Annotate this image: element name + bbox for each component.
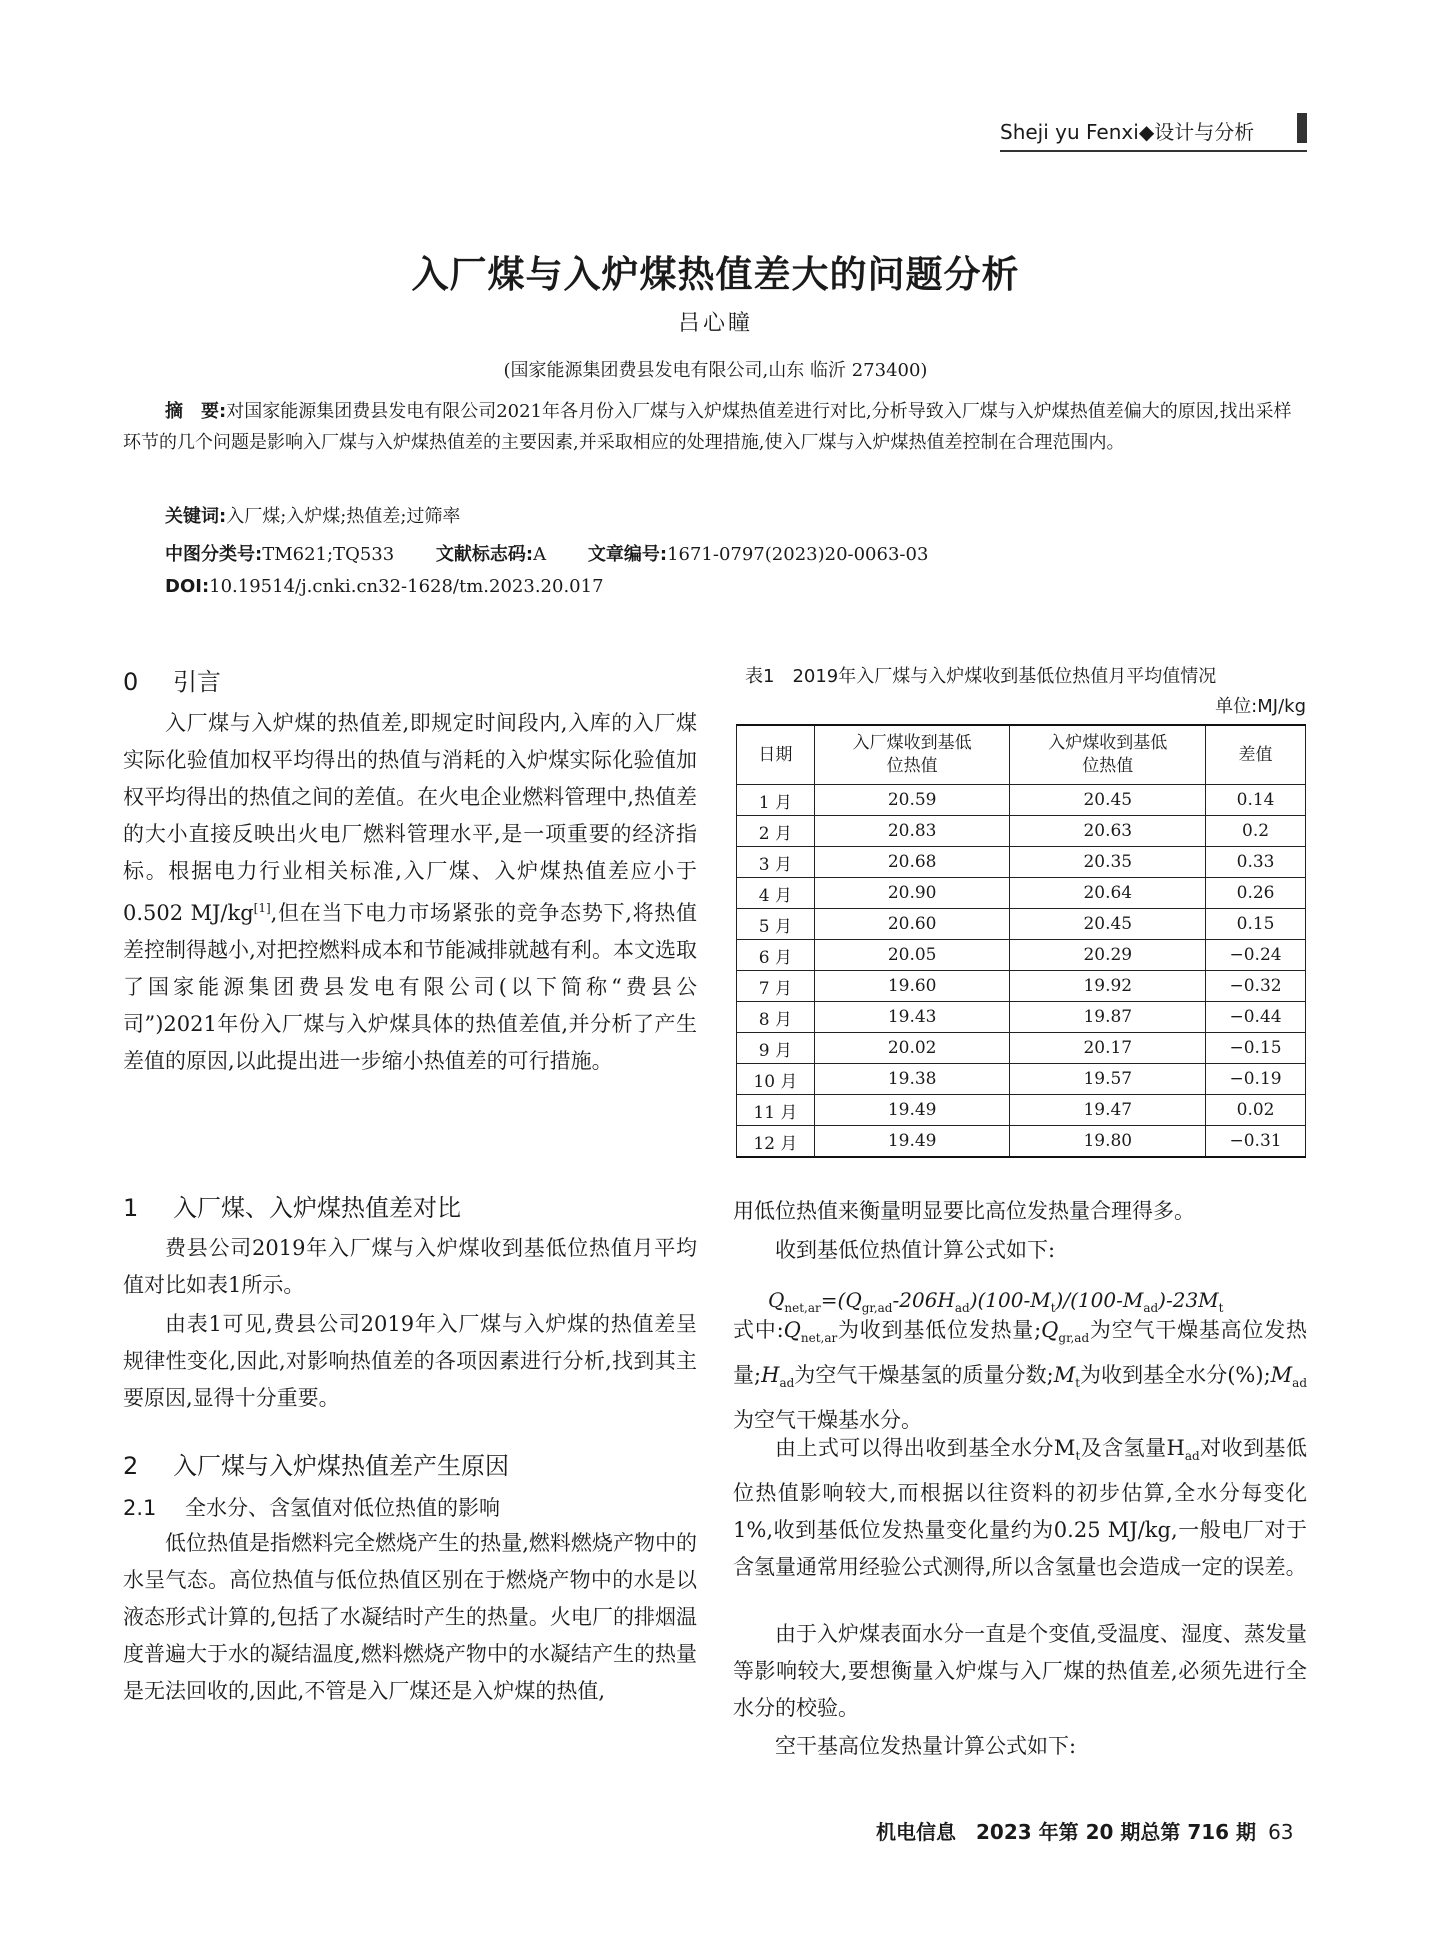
var-subscript: ad xyxy=(1184,1449,1200,1464)
value-cell: 19.49 xyxy=(814,1095,1010,1126)
diff-cell: −0.31 xyxy=(1206,1126,1306,1158)
table-row xyxy=(737,1002,1306,1033)
header-cell: 差值 xyxy=(1206,725,1306,785)
doc-code-value: A xyxy=(533,544,547,565)
table-row xyxy=(737,785,1306,816)
var-subscript: ad xyxy=(779,1376,795,1391)
formula-subscript: t xyxy=(1218,1301,1224,1315)
formula-part: )/(100-M xyxy=(1055,1288,1144,1312)
formula-part: )(100-M xyxy=(969,1288,1051,1312)
value-cell: 20.45 xyxy=(1010,909,1206,940)
var-subscript: t xyxy=(1075,1376,1081,1391)
header-cell: 入厂煤收到基低位热值 xyxy=(814,725,1010,785)
month-cell: 1 月 xyxy=(737,785,815,816)
table-unit: 单位:MJ/kg xyxy=(1215,696,1306,717)
formula-part: )-23M xyxy=(1158,1288,1219,1312)
month-cell: 6 月 xyxy=(737,940,815,971)
intro-text-b: ,但在当下电力市场紧张的竞争态势下,将热值差控制得越小,对把控燃料成本和节能减排就越有利。本文选取了国家能源集团费县发电有限公司(以下简称“费县公司”)2021年份入厂煤与入炉煤具体的热值差值,并分析了产生差值的原因,以此提出进一步缩小热值差的可行措施。 xyxy=(123,901,697,1073)
affiliation: (国家能源集团费县发电有限公司,山东 临沂 273400) xyxy=(503,360,928,381)
var-symbol: H xyxy=(761,1363,780,1388)
formula-symbol: Q xyxy=(768,1288,785,1312)
diff-cell: 0.15 xyxy=(1206,909,1306,940)
diff-cell: 0.14 xyxy=(1206,785,1306,816)
value-cell: 20.63 xyxy=(1010,816,1206,847)
var-desc: 为空气干燥基水分。 xyxy=(733,1408,922,1433)
article-title: 入厂煤与入炉煤热值差大的问题分析 xyxy=(411,253,1020,296)
section-name: 设计与分析 xyxy=(1154,120,1255,144)
value-cell: 20.02 xyxy=(814,1033,1010,1064)
value-cell: 20.59 xyxy=(814,785,1010,816)
section-1-paragraph-2: 由表1可见,费县公司2019年入厂煤与入炉煤的热值差呈规律性变化,因此,对影响热值差的各项因素进行分析,找到其主要原因,显得十分重要。 xyxy=(123,1312,697,1410)
formula-subscript: ad xyxy=(1143,1301,1159,1315)
value-cell: 19.49 xyxy=(814,1126,1010,1158)
var-desc: 为空气干燥基氢的质量分数; xyxy=(794,1363,1054,1388)
value-cell: 20.35 xyxy=(1010,847,1206,878)
var-subscript: gr,ad xyxy=(1058,1331,1090,1346)
section-number: 1 xyxy=(123,1194,139,1222)
citation-ref: [1] xyxy=(253,901,271,915)
var-subscript: t xyxy=(1075,1449,1081,1464)
diff-cell: 0.26 xyxy=(1206,878,1306,909)
abstract xyxy=(123,396,1307,458)
value-cell: 19.60 xyxy=(814,971,1010,1002)
page-number: 63 xyxy=(1268,1820,1294,1844)
var-symbol: Q xyxy=(1041,1318,1059,1342)
right-paragraph-5: 由于入炉煤表面水分一直是个变值,受温度、湿度、蒸发量等影响较大,要想衡量入炉煤与入厂煤的热值差,必须先进行全水分的校验。 xyxy=(733,1622,1307,1720)
text-part: 对收到基低位热值影响较大,而根据以往资料的初步估算,全水分每变化1%,收到基低位发热量变化量约为0.25 MJ/kg,一般电厂对于含氢量通常用经验公式测得,所以含氢量也会造成一定的误差。 xyxy=(733,1436,1307,1580)
page-footer xyxy=(876,1816,1294,1845)
keywords-label: 关键词: xyxy=(165,506,227,527)
value-cell: 19.38 xyxy=(814,1064,1010,1095)
clc-value: TM621;TQ533 xyxy=(262,544,395,565)
formula-explanation xyxy=(733,1312,1307,1439)
classification-line xyxy=(165,540,964,566)
formula-subscript: net,ar xyxy=(784,1301,821,1315)
section-1-paragraph-1: 费县公司2019年入厂煤与入炉煤收到基低位热值月平均值对比如表1所示。 xyxy=(123,1236,697,1297)
value-cell: 20.29 xyxy=(1010,940,1206,971)
table-row xyxy=(737,909,1306,940)
table-row xyxy=(737,971,1306,1002)
formula-subscript: ad xyxy=(954,1301,970,1315)
right-paragraph-2: 收到基低位热值计算公式如下: xyxy=(775,1238,1056,1262)
diamond-icon: ◆ xyxy=(1138,120,1155,144)
formula-subscript: t xyxy=(1050,1301,1056,1315)
clc-label: 中图分类号: xyxy=(165,544,263,565)
value-cell: 19.47 xyxy=(1010,1095,1206,1126)
table-row xyxy=(737,1033,1306,1064)
month-cell: 5 月 xyxy=(737,909,815,940)
section-2-1-paragraph: 低位热值是指燃料完全燃烧产生的热量,燃料燃烧产物中的水呈气态。高位热值与低位热值区别在于燃烧产物中的水是以液态形式计算的,包括了水凝结时产生的热量。火电厂的排烟温度普遍大于水的凝结温度,燃料燃烧产物中的水凝结产生的热量是无法回收的,因此,不管是入厂煤还是入炉煤的热值, xyxy=(123,1531,697,1703)
subsection-number: 2.1 xyxy=(123,1496,157,1520)
doi-value: 10.19514/j.cnki.cn32-1628/tm.2023.20.017 xyxy=(209,576,604,597)
header-bar-mark xyxy=(1297,113,1307,143)
var-subscript: ad xyxy=(1292,1376,1308,1391)
value-cell: 19.57 xyxy=(1010,1064,1206,1095)
abstract-label: 摘 要: xyxy=(165,401,227,422)
diff-cell: −0.19 xyxy=(1206,1064,1306,1095)
value-cell: 19.80 xyxy=(1010,1126,1206,1158)
value-cell: 20.05 xyxy=(814,940,1010,971)
header-rule xyxy=(1000,150,1307,152)
value-cell: 20.17 xyxy=(1010,1033,1206,1064)
article-number-label: 文章编号: xyxy=(587,544,668,565)
article-number-value: 1671-0797(2023)20-0063-03 xyxy=(667,544,929,565)
section-title: 引言 xyxy=(173,668,221,696)
diff-cell: 0.33 xyxy=(1206,847,1306,878)
intro-text-a: 入厂煤与入炉煤的热值差,即规定时间段内,入库的入厂煤实际化验值加权平均得出的热值与消耗的入炉煤实际化验值加权平均得出的热值之间的差值。在火电企业燃料管理中,热值差的大小直接反映出火电厂燃料管理水平,是一项重要的经济指标。根据电力行业相关标准,入厂煤、入炉煤热值差应小于0.502 MJ/kg xyxy=(123,711,697,925)
running-header xyxy=(1000,116,1254,145)
doi-line xyxy=(165,576,604,597)
subsection-title: 全水分、含氢值对低位热值的影响 xyxy=(185,1496,500,1520)
var-symbol: M xyxy=(1053,1363,1076,1388)
header-cell: 日期 xyxy=(737,725,815,785)
table-row xyxy=(737,816,1306,847)
table-caption: 表1 2019年入厂煤与入炉煤收到基低位热值月平均值情况 xyxy=(745,666,1217,687)
value-cell: 20.45 xyxy=(1010,785,1206,816)
section-number: 0 xyxy=(123,668,139,696)
var-symbol: M xyxy=(1270,1363,1293,1388)
value-cell: 19.87 xyxy=(1010,1002,1206,1033)
journal-issue: 机电信息 2023 年第 20 期总第 716 期 xyxy=(876,1820,1257,1844)
var-desc: 为收到基低位发热量; xyxy=(837,1318,1042,1342)
diff-cell: 0.02 xyxy=(1206,1095,1306,1126)
month-cell: 12 月 xyxy=(737,1126,815,1158)
section-0-heading xyxy=(123,662,697,697)
right-paragraph-1: 用低位热值来衡量明显要比高位发热量合理得多。 xyxy=(733,1199,1195,1223)
table-row xyxy=(737,940,1306,971)
running-title: Sheji yu Fenxi xyxy=(1000,120,1139,144)
section-title: 入厂煤、入炉煤热值差对比 xyxy=(173,1194,461,1222)
section-number: 2 xyxy=(123,1452,139,1480)
section-title: 入厂煤与入炉煤热值差产生原因 xyxy=(173,1452,509,1480)
diff-cell: −0.15 xyxy=(1206,1033,1306,1064)
heating-value-table xyxy=(736,724,1306,1158)
header-cell: 入炉煤收到基低位热值 xyxy=(1010,725,1206,785)
month-cell: 4 月 xyxy=(737,878,815,909)
keywords xyxy=(165,502,460,528)
month-cell: 2 月 xyxy=(737,816,815,847)
text-part: 及含氢量H xyxy=(1080,1436,1185,1460)
right-paragraph-6: 空干基高位发热量计算公式如下: xyxy=(775,1734,1077,1758)
value-cell: 20.83 xyxy=(814,816,1010,847)
value-cell: 19.43 xyxy=(814,1002,1010,1033)
diff-cell: −0.32 xyxy=(1206,971,1306,1002)
table-header-row xyxy=(737,725,1306,785)
month-cell: 11 月 xyxy=(737,1095,815,1126)
formula-subscript: gr,ad xyxy=(861,1301,893,1315)
diff-cell: −0.24 xyxy=(1206,940,1306,971)
var-desc: 为收到基全水分(%); xyxy=(1080,1363,1271,1388)
diff-cell: −0.44 xyxy=(1206,1002,1306,1033)
abstract-text: 对国家能源集团费县发电有限公司2021年各月份入厂煤与入炉煤热值差进行对比,分析导致入厂煤与入炉煤热值差偏大的原因,找出采样环节的几个问题是影响入厂煤与入炉煤热值差的主要因素,并采取相应的处理措施,使入厂煤与入炉煤热值差控制在合理范围内。 xyxy=(123,401,1292,453)
table-row xyxy=(737,1095,1306,1126)
value-cell: 20.68 xyxy=(814,847,1010,878)
table-row xyxy=(737,847,1306,878)
var-symbol: Q xyxy=(783,1318,801,1342)
table-row xyxy=(737,1126,1306,1158)
month-cell: 10 月 xyxy=(737,1064,815,1095)
table-row xyxy=(737,878,1306,909)
section-2-heading xyxy=(123,1446,697,1481)
var-desc: 为空气干燥基高位发热量; xyxy=(733,1318,1308,1388)
net-heating-value-formula xyxy=(768,1288,1223,1315)
formula-part: -206H xyxy=(892,1288,955,1312)
month-cell: 8 月 xyxy=(737,1002,815,1033)
month-cell: 9 月 xyxy=(737,1033,815,1064)
section-1-heading xyxy=(123,1188,697,1223)
text-part: 由上式可以得出收到基全水分M xyxy=(775,1436,1076,1460)
where-lead: 式中: xyxy=(733,1318,784,1342)
keywords-text: 入厂煤;入炉煤;热值差;过筛率 xyxy=(226,506,461,527)
doi-label: DOI: xyxy=(165,576,210,597)
value-cell: 20.64 xyxy=(1010,878,1206,909)
table-row xyxy=(737,1064,1306,1095)
value-cell: 19.92 xyxy=(1010,971,1206,1002)
value-cell: 20.60 xyxy=(814,909,1010,940)
month-cell: 7 月 xyxy=(737,971,815,1002)
diff-cell: 0.2 xyxy=(1206,816,1306,847)
month-cell: 3 月 xyxy=(737,847,815,878)
author: 吕心瞳 xyxy=(677,311,753,336)
doc-code-label: 文献标志码: xyxy=(435,544,534,565)
intro-paragraph xyxy=(123,705,697,1080)
formula-part: =(Q xyxy=(820,1288,862,1312)
var-subscript: net,ar xyxy=(800,1331,838,1346)
value-cell: 20.90 xyxy=(814,878,1010,909)
right-paragraph-4 xyxy=(733,1430,1307,1586)
section-2-1-heading xyxy=(123,1492,697,1522)
